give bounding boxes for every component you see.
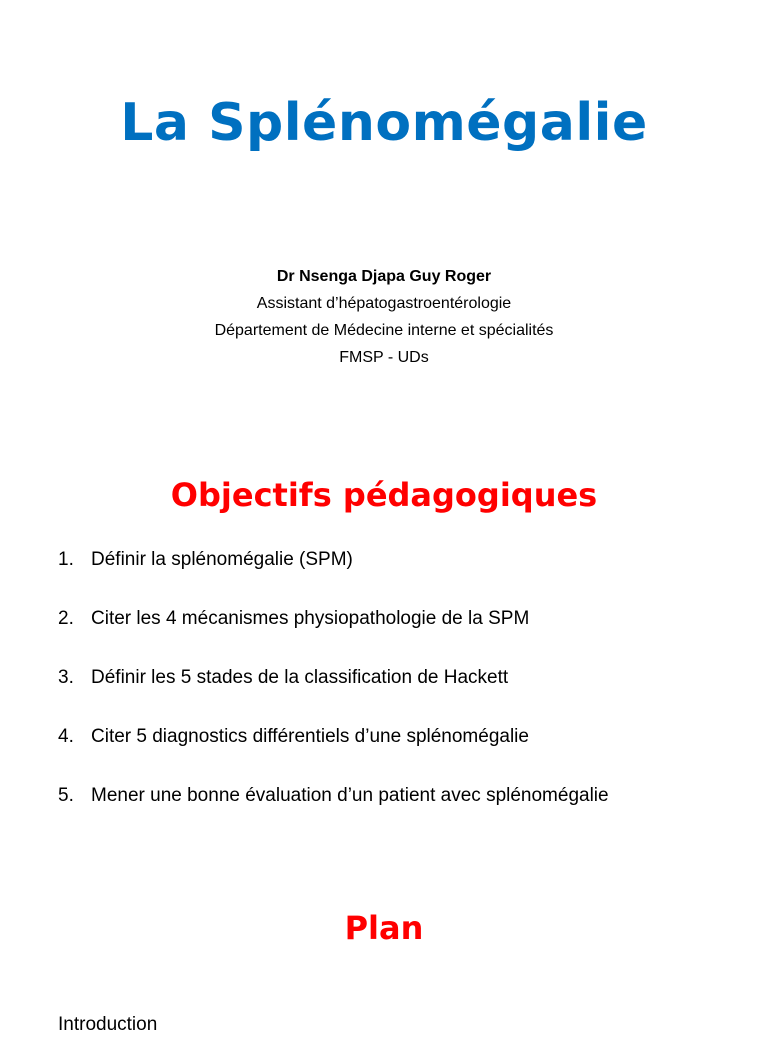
list-item-number: 2. [58, 608, 74, 629]
list-item-text: Citer les 4 mécanismes physiopathologie de la SPM [91, 608, 530, 629]
list-item-number: 3. [58, 667, 74, 688]
author-institution: FMSP - UDs [339, 349, 429, 366]
list-item-number: 5. [58, 785, 74, 806]
author-block [0, 263, 768, 371]
author-department: Département de Médecine interne et spécialités [214, 322, 554, 339]
list-item-number: 1. [58, 549, 74, 570]
list-item-number: 4. [58, 726, 74, 747]
list-item-text: Définir la splénomégalie (SPM) [91, 549, 353, 570]
list-item [58, 722, 738, 781]
list-item [58, 663, 738, 722]
list-item [58, 545, 738, 604]
list-item [58, 781, 738, 840]
plan-heading: Plan [344, 909, 424, 947]
objectives-list [58, 545, 738, 840]
author-role: Assistant d’hépatogastroentérologie [256, 295, 512, 312]
list-item-text: Citer 5 diagnostics différentiels d’une splénomégalie [91, 726, 529, 747]
list-item [58, 604, 738, 663]
document-title: La Splénomégalie [120, 93, 648, 153]
list-item-text: Mener une bonne évaluation d’un patient avec splénomégalie [91, 785, 609, 806]
objectives-heading: Objectifs pédagogiques [170, 476, 598, 514]
list-item-text: Définir les 5 stades de la classification de Hackett [91, 667, 509, 688]
author-name: Dr Nsenga Djapa Guy Roger [276, 268, 492, 285]
plan-item-introduction: Introduction [58, 1014, 158, 1035]
